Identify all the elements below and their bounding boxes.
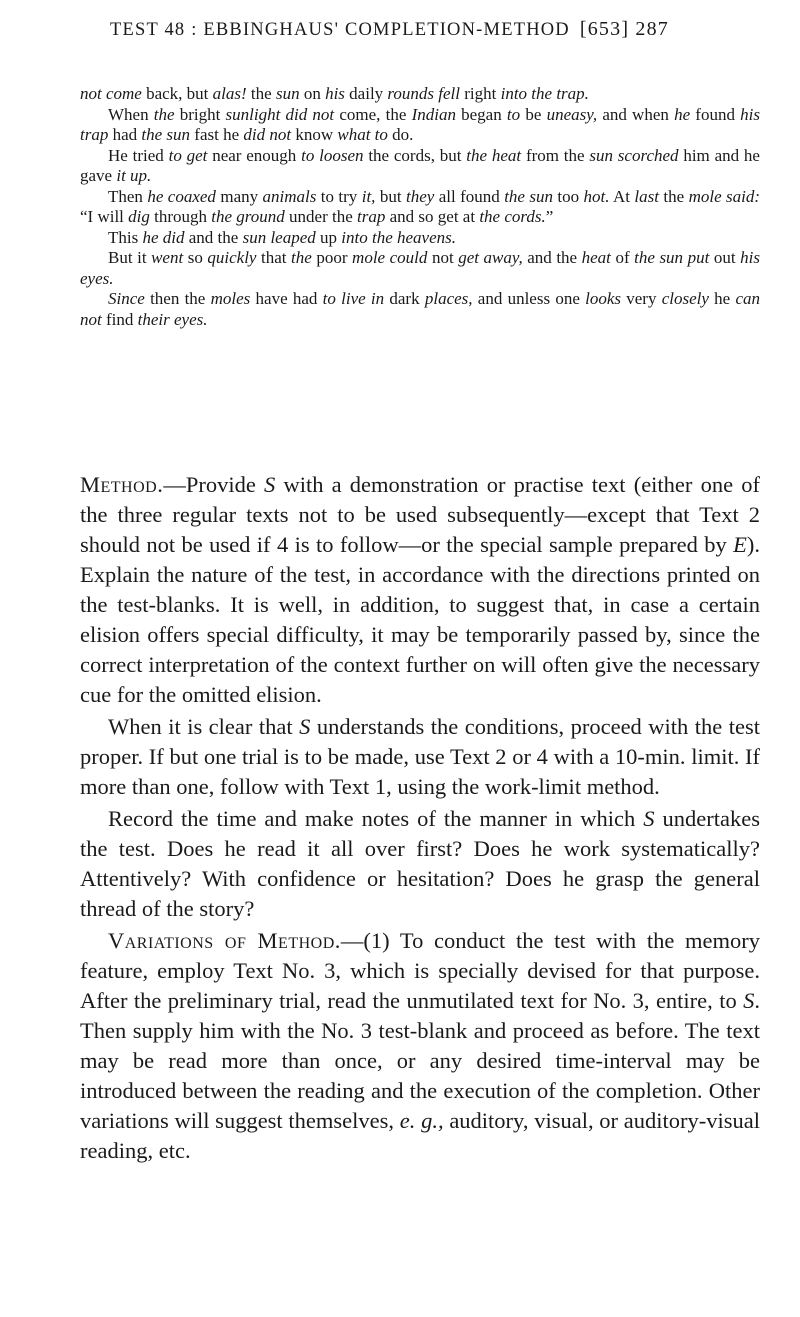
procedure-text-1: When it is clear that bbox=[108, 714, 300, 739]
story-segment: not bbox=[427, 248, 459, 267]
story-segment: He bbox=[108, 145, 128, 165]
story-line bbox=[80, 187, 760, 228]
story-segment: the sun bbox=[141, 125, 191, 144]
story-segment: too bbox=[552, 186, 584, 206]
running-head-title: TEST 48 : EBBINGHAUS' COMPLETION-METHOD bbox=[110, 20, 570, 40]
story-segment: he did bbox=[142, 227, 185, 247]
procedure-text-2: understands the conditions, proceed with the test proper. If but one trial is to be made, use Text 2 or 4 with a 10-min. limit. If more than one, follow with Text 1, using the work-limit method. bbox=[80, 714, 760, 799]
story-segment: moles bbox=[210, 289, 251, 308]
story-segment: and when bbox=[597, 104, 675, 124]
story-segment: rounds fell bbox=[387, 84, 460, 103]
story-segment: had bbox=[108, 125, 142, 144]
story-line bbox=[80, 228, 760, 249]
story-segment: sun scorched bbox=[589, 145, 679, 165]
story-segment: the bbox=[246, 84, 276, 103]
subject-symbol: S bbox=[643, 806, 655, 831]
story-segment: trap bbox=[357, 207, 386, 226]
story-segment: the sun bbox=[504, 186, 553, 206]
story-segment: his eyes. bbox=[80, 248, 760, 288]
story-segment: that bbox=[256, 248, 292, 267]
story-segment: ” bbox=[545, 207, 554, 226]
story-segment: all found bbox=[434, 186, 505, 206]
record-text-1: Record the time and make notes of the manner in which bbox=[108, 806, 644, 831]
story-segment: quickly bbox=[207, 248, 257, 267]
story-segment: to bbox=[506, 104, 521, 124]
story-segment: animals bbox=[262, 186, 317, 206]
variations-text-3: auditory, visual, or auditory-visual reading, etc. bbox=[80, 1108, 760, 1163]
method-paragraph bbox=[80, 470, 760, 710]
story-segment: daily bbox=[344, 84, 388, 103]
story-segment: “I will bbox=[80, 207, 129, 226]
story-segment: right bbox=[460, 84, 501, 103]
story-segment: he bbox=[674, 104, 691, 124]
story-segment: fast he bbox=[190, 125, 244, 144]
story-segment: When bbox=[108, 104, 154, 124]
story-segment: him and he gave bbox=[80, 145, 760, 185]
story-segment: can not bbox=[80, 289, 760, 329]
story-segment: found bbox=[690, 104, 741, 124]
story-segment: do. bbox=[387, 125, 414, 144]
method-heading: Method. bbox=[80, 472, 164, 497]
variations-text-1: —(1) To conduct the test with the memory feature, employ Text No. 3, which is specially devised for that purpose. After the preliminary trial, read the unmutilated text for No. 3, entire, to bbox=[80, 928, 760, 1013]
story-segment: what to bbox=[337, 125, 388, 144]
story-segment: This bbox=[108, 227, 143, 247]
story-line bbox=[80, 105, 760, 146]
story-segment: their eyes. bbox=[137, 309, 208, 329]
variations-paragraph bbox=[80, 926, 760, 1166]
method-text-2: with a demonstration or practise text (either one of the three regular texts not to be used subsequently—except that Text 2 should not be used if 4 is to follow—or the special sample prepared by bbox=[80, 472, 760, 557]
story-segment: Indian bbox=[411, 104, 456, 124]
eg-abbrev: e. g., bbox=[399, 1108, 444, 1133]
story-segment: so bbox=[183, 248, 208, 267]
story-segment: sun leaped bbox=[242, 227, 316, 247]
completed-story-text bbox=[80, 84, 760, 330]
story-segment: the bbox=[658, 186, 689, 206]
record-text-2: undertakes the test. Does he read it all over first? Does he work systematically? Attentively? With confidence or hesitation? Does he grasp the general thread of the story? bbox=[80, 806, 761, 921]
story-segment: sun bbox=[275, 84, 300, 103]
method-text-3: ). Explain the nature of the test, in accordance with the directions printed on the test-blanks. It is well, in addition, to suggest that, in case a certain elision offers special difficulty, it may be temporarily passed by, since the correct interpretation of the context further on will often give the necessary cue for the omitted elision. bbox=[80, 532, 760, 707]
story-segment: not come bbox=[80, 84, 142, 103]
story-segment: find bbox=[101, 309, 138, 329]
story-segment: Then bbox=[108, 186, 148, 206]
running-head bbox=[110, 18, 800, 41]
story-segment: uneasy, bbox=[546, 104, 598, 124]
story-segment: looks bbox=[585, 289, 621, 308]
story-segment: places, bbox=[424, 289, 473, 308]
story-segment: bright bbox=[174, 104, 226, 124]
story-segment: under the bbox=[284, 207, 358, 226]
story-segment: dark bbox=[384, 289, 425, 308]
story-segment: they bbox=[405, 186, 435, 206]
story-segment: be bbox=[520, 104, 547, 124]
story-segment: At bbox=[609, 186, 635, 206]
story-line bbox=[80, 84, 760, 105]
story-segment: his trap bbox=[80, 104, 760, 144]
story-segment: to try bbox=[316, 186, 362, 206]
story-segment: closely bbox=[661, 289, 709, 308]
story-segment: sunlight did not bbox=[225, 104, 335, 124]
record-paragraph bbox=[80, 804, 760, 924]
story-segment: last bbox=[634, 186, 659, 206]
story-segment: then the bbox=[144, 289, 211, 308]
story-segment: did not bbox=[243, 125, 292, 144]
story-segment: alas! bbox=[212, 84, 247, 103]
story-segment: into the trap. bbox=[500, 84, 589, 103]
story-segment: the bbox=[153, 104, 175, 124]
story-segment: many bbox=[215, 186, 263, 206]
story-segment: come, the bbox=[334, 104, 412, 124]
story-segment: dig bbox=[128, 207, 150, 226]
story-segment: tried bbox=[127, 145, 169, 165]
story-segment: But it bbox=[108, 248, 152, 267]
story-segment: of bbox=[610, 248, 635, 267]
running-head-page-ref: [653] 287 bbox=[579, 18, 669, 40]
story-segment: he bbox=[708, 289, 736, 308]
story-segment: back, but bbox=[141, 84, 213, 103]
story-segment: the cords. bbox=[479, 207, 546, 226]
story-segment: mole said: bbox=[688, 186, 761, 206]
story-segment: and so get at bbox=[385, 207, 480, 226]
story-segment: and unless one bbox=[472, 289, 586, 308]
story-segment: it up. bbox=[116, 166, 152, 185]
variations-text-2: . Then supply him with the No. 3 test-blank and proceed as before. The text may be read more than once, or any desired time-interval may be introduced between the reading and the execution of the completion. Other variations will suggest themselves, bbox=[80, 988, 760, 1133]
subject-symbol: S bbox=[264, 472, 276, 497]
story-segment: know bbox=[291, 125, 338, 144]
story-segment: very bbox=[621, 289, 662, 308]
story-segment: mole could bbox=[352, 248, 428, 267]
method-text-1: —Provide bbox=[163, 472, 265, 497]
story-segment: from the bbox=[521, 145, 590, 165]
story-segment: the cords, but bbox=[363, 145, 467, 165]
story-line bbox=[80, 146, 760, 187]
story-segment: heat bbox=[581, 248, 611, 267]
story-segment: began bbox=[455, 104, 507, 124]
story-line bbox=[80, 248, 760, 289]
story-segment: the ground bbox=[211, 207, 285, 226]
story-segment: poor bbox=[311, 248, 353, 267]
story-segment: it, bbox=[361, 186, 376, 206]
experimenter-symbol: E bbox=[733, 532, 747, 557]
story-segment: on bbox=[299, 84, 326, 103]
subject-symbol: S bbox=[743, 988, 755, 1013]
story-segment: to loosen bbox=[301, 145, 364, 165]
story-segment: the sun put bbox=[634, 248, 710, 267]
story-segment: and the bbox=[184, 227, 243, 247]
story-segment: out bbox=[709, 248, 741, 267]
story-segment: have had bbox=[250, 289, 323, 308]
story-segment: hot. bbox=[583, 186, 610, 206]
story-segment: but bbox=[375, 186, 406, 206]
story-segment: to live in bbox=[322, 289, 385, 308]
story-segment: went bbox=[151, 248, 184, 267]
story-segment: and the bbox=[522, 248, 582, 267]
procedure-paragraph bbox=[80, 712, 760, 802]
story-segment: Since bbox=[108, 289, 145, 308]
variations-heading: Variations of Method. bbox=[108, 928, 341, 953]
story-segment: he coaxed bbox=[147, 186, 216, 206]
story-segment: up bbox=[315, 227, 342, 247]
story-segment: his bbox=[325, 84, 345, 103]
story-segment: through bbox=[149, 207, 212, 226]
method-section bbox=[80, 470, 760, 1168]
story-line bbox=[80, 289, 760, 330]
story-segment: to get bbox=[168, 145, 208, 165]
story-segment: near enough bbox=[207, 145, 302, 165]
story-segment: the heat bbox=[466, 145, 522, 165]
story-segment: get away, bbox=[458, 248, 523, 267]
story-segment: into the heavens. bbox=[341, 227, 456, 247]
story-segment: the bbox=[291, 248, 312, 267]
subject-symbol: S bbox=[299, 714, 311, 739]
